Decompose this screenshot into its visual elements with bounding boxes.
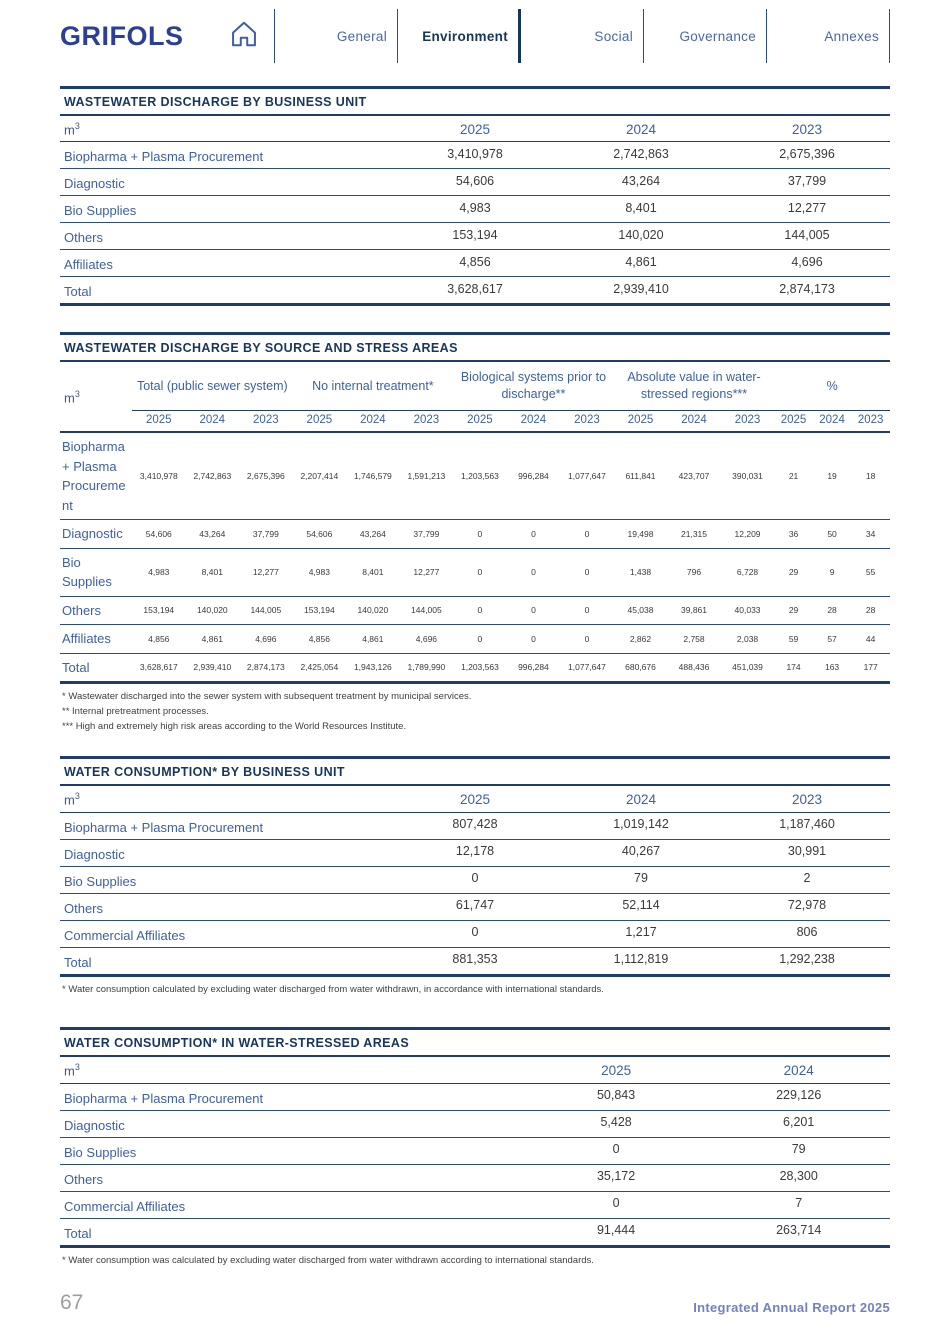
value-cell: 43,264 [359, 528, 386, 539]
value-cell: 12,277 [787, 200, 827, 215]
group-header: % [826, 378, 838, 393]
value-cell: 0 [531, 528, 536, 539]
value-cell: 996,284 [518, 471, 549, 482]
value-cell: 12,277 [252, 567, 279, 578]
divider [889, 9, 890, 63]
year-header: 2024 [346, 411, 400, 433]
year-header: 2025 [774, 411, 813, 433]
footnote: * Water consumption was calculated by excluding water discharged from water withdrawn according to international standards. [62, 1254, 594, 1266]
value-cell: 4,696 [791, 254, 823, 269]
value-cell: 2 [803, 871, 811, 886]
value-cell: 2,742,863 [613, 146, 669, 161]
main-nav [275, 0, 890, 72]
value-cell: 9 [829, 567, 835, 578]
row-label: Biopharma + Plasma Procurement [64, 1090, 264, 1106]
value-cell: 390,031 [732, 471, 763, 482]
value-cell: 28 [865, 605, 876, 616]
report-title: Integrated Annual Report 2025 [693, 1300, 890, 1315]
nav-item-social[interactable] [521, 0, 644, 72]
value-cell: 4,696 [415, 633, 438, 644]
value-cell: 140,020 [618, 227, 664, 242]
year-header: 2023 [721, 411, 775, 433]
nav-item-governance[interactable] [644, 0, 767, 72]
value-cell: 140,020 [357, 605, 389, 616]
group-header-row [60, 362, 890, 410]
table-title: WATER CONSUMPTION* IN WATER-STRESSED AREAS [60, 1027, 890, 1057]
value-cell: 1,019,142 [613, 817, 669, 832]
value-cell: 50 [827, 528, 837, 539]
year-header: 2024 [507, 411, 561, 433]
total-row [60, 1218, 890, 1246]
page-content [0, 86, 950, 1268]
value-cell: 2,675,396 [246, 471, 285, 482]
value-cell: 1,217 [625, 925, 657, 940]
value-cell: 8,401 [362, 567, 384, 578]
year-header: 2024 [813, 411, 852, 433]
row-label: Bio Supplies [62, 554, 112, 590]
value-cell: 43,264 [621, 173, 661, 188]
value-cell: 0 [584, 528, 590, 539]
value-cell: 5,428 [600, 1115, 632, 1130]
value-cell: 4,983 [308, 567, 330, 578]
value-cell: 144,005 [784, 227, 830, 242]
row-label: Total [64, 284, 92, 300]
value-cell: 59 [788, 633, 799, 644]
group-header: Absolute value in water-stressed regions*** [627, 370, 761, 402]
year-header: 2025 [293, 411, 347, 433]
value-cell: 4,696 [255, 633, 277, 644]
value-cell: 52,114 [622, 898, 660, 913]
value-cell: 0 [477, 567, 483, 578]
section-wastewater-by-source-stress [60, 332, 890, 734]
year-header: 2023 [791, 791, 823, 807]
value-cell: 12,178 [455, 844, 495, 859]
year-header: 2024 [186, 411, 240, 433]
value-cell: 2,038 [736, 633, 759, 644]
nav-label: Governance [679, 28, 756, 44]
value-cell: 2,425,054 [300, 662, 339, 673]
value-cell: 1,077,647 [568, 662, 606, 673]
home-button[interactable] [228, 9, 275, 63]
row-label: Others [62, 602, 102, 618]
home-icon [228, 18, 260, 55]
value-cell: 6,728 [736, 567, 759, 578]
footnotes [60, 1254, 890, 1269]
value-cell: 2,874,173 [779, 281, 835, 296]
value-cell: 4,983 [459, 200, 491, 215]
value-cell: 3,628,617 [447, 281, 503, 296]
nav-item-annexes[interactable] [767, 0, 890, 72]
table-row [60, 866, 890, 893]
value-cell: 72,978 [787, 898, 827, 913]
value-cell: 21 [788, 471, 799, 482]
value-cell: 0 [584, 605, 590, 616]
year-header: 2023 [791, 121, 823, 137]
value-cell: 0 [584, 567, 590, 578]
footnotes [60, 983, 890, 998]
value-cell: 4,856 [308, 633, 330, 644]
value-cell: 796 [686, 567, 702, 578]
value-cell: 36 [788, 528, 799, 539]
value-cell: 54,606 [455, 173, 495, 188]
unit-header: $m^3$ [64, 1062, 80, 1079]
table-row [60, 812, 890, 839]
value-cell: 1,187,460 [779, 817, 835, 832]
row-label: Diagnostic [62, 526, 123, 542]
value-cell: 19,498 [627, 528, 654, 539]
footnote: * Water consumption calculated by excluding water discharged from water withdrawn, in accordance with international standards. [62, 983, 604, 995]
row-label: Affiliates [64, 257, 113, 273]
value-cell: 37,799 [413, 528, 440, 539]
year-header: 2023 [560, 411, 614, 433]
value-cell: 2,742,863 [193, 471, 232, 482]
table-row [60, 432, 890, 520]
value-cell: 1,746,579 [353, 471, 392, 482]
value-cell: 40,033 [734, 605, 761, 616]
table-title: WATER CONSUMPTION* BY BUSINESS UNIT [60, 756, 890, 786]
value-cell: 4,856 [148, 633, 170, 644]
value-cell: 2,939,410 [613, 281, 669, 296]
value-cell: 1,292,238 [779, 952, 835, 967]
value-cell: 1,112,819 [613, 952, 669, 967]
total-row [60, 653, 890, 683]
value-cell: 0 [531, 633, 536, 644]
value-cell: 2,862 [629, 633, 652, 644]
value-cell: 37,799 [787, 173, 827, 188]
row-label: Commercial Affiliates [64, 1198, 186, 1214]
year-header: 2025 [132, 411, 186, 433]
nav-item-general[interactable] [275, 0, 398, 72]
row-label: Affiliates [62, 631, 111, 647]
value-cell: 1,077,647 [568, 471, 606, 482]
wastewater-by-business-unit-table [60, 116, 890, 306]
table-row [60, 893, 890, 920]
table-row [60, 1137, 890, 1164]
value-cell: 39,861 [681, 605, 707, 616]
value-cell: 0 [477, 605, 483, 616]
value-cell: 611,841 [625, 471, 656, 482]
value-cell: 0 [477, 528, 483, 539]
value-cell: 34 [865, 528, 876, 539]
total-row [60, 277, 890, 305]
table-row [60, 839, 890, 866]
table-header-row [60, 116, 890, 142]
value-cell: 144,005 [411, 605, 442, 616]
wastewater-source-stress-table [60, 362, 890, 684]
value-cell: 45,038 [627, 605, 654, 616]
table-header-row [60, 1057, 890, 1083]
value-cell: 177 [863, 662, 878, 673]
value-cell: 0 [471, 925, 479, 940]
section-wastewater-by-business-unit [60, 86, 890, 306]
year-header: 2025 [459, 121, 491, 137]
value-cell: 50,843 [596, 1088, 636, 1103]
year-header: 2023 [851, 411, 890, 433]
value-cell: 0 [471, 871, 479, 886]
value-cell: 174 [786, 662, 801, 673]
value-cell: 163 [824, 662, 840, 673]
value-cell: 44 [865, 633, 876, 644]
value-cell: 4,861 [625, 254, 657, 269]
page-footer [0, 1291, 950, 1315]
value-cell: 1,203,563 [461, 662, 499, 673]
row-label: Total [64, 1225, 92, 1241]
value-cell: 0 [531, 567, 536, 578]
value-cell: 3,410,978 [447, 146, 503, 161]
value-cell: 30,991 [787, 844, 827, 859]
row-label: Bio Supplies [64, 1144, 137, 1160]
value-cell: 28 [827, 605, 837, 616]
value-cell: 680,676 [625, 662, 656, 673]
table-header-row [60, 786, 890, 812]
value-cell: 1,943,126 [353, 662, 392, 673]
value-cell: 2,874,173 [246, 662, 285, 673]
value-cell: 1,438 [629, 567, 652, 578]
section-water-consumption-stressed-areas [60, 1027, 890, 1268]
nav-label: Environment [422, 28, 508, 44]
value-cell: 0 [531, 605, 536, 616]
year-header: 2024 [667, 411, 721, 433]
unit-header: $m^3$ [60, 362, 132, 432]
table-row [60, 596, 890, 625]
table-row [60, 1164, 890, 1191]
value-cell: 881,353 [452, 952, 498, 967]
row-label: Diagnostic [64, 176, 125, 192]
value-cell: 4,861 [362, 633, 384, 644]
value-cell: 2,758 [683, 633, 705, 644]
year-header: 2024 [783, 1062, 814, 1078]
table-row [60, 223, 890, 250]
value-cell: 488,436 [678, 662, 710, 673]
value-cell: 451,039 [732, 662, 763, 673]
year-header: 2025 [459, 791, 491, 807]
grifols-logo[interactable]: GRIFOLS [60, 20, 184, 51]
year-header: 2025 [601, 1062, 632, 1078]
year-header: 2023 [400, 411, 454, 433]
table-row [60, 1191, 890, 1218]
row-label: Biopharma + Plasma Procurement [64, 149, 264, 165]
value-cell: 153,194 [143, 605, 175, 616]
value-cell: 61,747 [455, 898, 495, 913]
row-label: Diagnostic [64, 846, 125, 862]
group-header: Biological systems prior to discharge** [460, 370, 607, 402]
value-cell: 4,861 [201, 633, 223, 644]
value-cell: 6,201 [783, 1115, 815, 1130]
nav-label: General [336, 28, 387, 44]
value-cell: 21,315 [681, 528, 707, 539]
value-cell: 807,428 [452, 817, 498, 832]
value-cell: 2,939,410 [193, 662, 232, 673]
value-cell: 29 [788, 567, 799, 578]
year-header: 2024 [625, 791, 657, 807]
year-header: 2025 [614, 411, 668, 433]
table-row [60, 142, 890, 169]
value-cell: 1,591,213 [407, 471, 446, 482]
year-header: 2025 [453, 411, 507, 433]
value-cell: 3,410,978 [139, 471, 178, 482]
value-cell: 2,207,414 [300, 471, 339, 482]
footnote: ** Internal pretreatment processes. [62, 705, 209, 717]
value-cell: 7 [795, 1196, 803, 1211]
unit-header: $m^3$ [64, 791, 80, 808]
value-cell: 12,209 [734, 528, 761, 539]
nav-label: Annexes [824, 28, 879, 44]
row-label: Total [62, 659, 90, 675]
table-row [60, 625, 890, 654]
section-water-consumption-by-business-unit [60, 756, 890, 997]
value-cell: 0 [612, 1196, 620, 1211]
value-cell: 806 [796, 925, 818, 940]
row-label: Others [64, 1171, 104, 1187]
water-consumption-business-unit-table [60, 786, 890, 976]
value-cell: 4,856 [459, 254, 491, 269]
group-header: Total (public sewer system) [136, 378, 288, 393]
table-row [60, 196, 890, 223]
value-cell: 0 [477, 633, 483, 644]
table-row [60, 250, 890, 277]
value-cell: 35,172 [596, 1169, 636, 1184]
table-row [60, 1110, 890, 1137]
table-row [60, 920, 890, 947]
value-cell: 54,606 [306, 528, 333, 539]
row-label: Diagnostic [64, 1117, 125, 1133]
water-consumption-stressed-table [60, 1057, 890, 1247]
value-cell: 91,444 [596, 1223, 636, 1238]
value-cell: 4,983 [148, 567, 170, 578]
page-number: 67 [60, 1291, 84, 1314]
value-cell: 2,675,396 [779, 146, 835, 161]
value-cell: 3,628,617 [139, 662, 178, 673]
value-cell: 12,277 [413, 567, 440, 578]
table-row [60, 520, 890, 549]
table-row [60, 169, 890, 196]
value-cell: 1,203,563 [461, 471, 499, 482]
value-cell: 229,126 [776, 1088, 822, 1103]
value-cell: 423,707 [678, 471, 710, 482]
value-cell: 153,194 [452, 227, 498, 242]
value-cell: 19 [827, 471, 837, 482]
row-label: Commercial Affiliates [64, 927, 186, 943]
value-cell: 0 [612, 1142, 620, 1157]
value-cell: 8,401 [201, 567, 223, 578]
footnote: * Wastewater discharged into the sewer system with subsequent treatment by municipal services. [62, 691, 472, 703]
value-cell: 29 [788, 605, 799, 616]
row-label: Others [64, 900, 104, 916]
row-label: Bio Supplies [64, 203, 137, 219]
value-cell: 1,789,990 [407, 662, 446, 673]
value-cell: 54,606 [145, 528, 172, 539]
table-row [60, 548, 890, 596]
value-cell: 144,005 [250, 605, 282, 616]
nav-item-environment[interactable] [398, 0, 521, 72]
value-cell: 0 [584, 633, 590, 644]
value-cell: 28,300 [779, 1169, 818, 1184]
year-header: 2023 [239, 411, 293, 433]
value-cell: 996,284 [518, 662, 549, 673]
value-cell: 153,194 [303, 605, 335, 616]
row-label: Others [64, 230, 104, 246]
row-label: Biopharma + Plasma Procurement [62, 439, 126, 513]
header [0, 0, 950, 72]
value-cell: 8,401 [625, 200, 657, 215]
footnote: *** High and extremely high risk areas according to the World Resources Institute. [62, 720, 407, 732]
value-cell: 79 [634, 871, 648, 886]
value-cell: 79 [791, 1142, 806, 1157]
value-cell: 18 [865, 471, 876, 482]
value-cell: 40,267 [621, 844, 661, 859]
total-row [60, 947, 890, 975]
value-cell: 37,799 [252, 528, 279, 539]
value-cell: 43,264 [199, 528, 226, 539]
row-label: Total [64, 954, 92, 970]
year-header-row [60, 411, 890, 433]
value-cell: 55 [865, 567, 876, 578]
table-title: WASTEWATER DISCHARGE BY BUSINESS UNIT [60, 86, 890, 116]
unit-header: $m^3$ [64, 121, 80, 138]
value-cell: 57 [827, 633, 837, 644]
value-cell: 263,714 [776, 1223, 822, 1238]
row-label: Biopharma + Plasma Procurement [64, 819, 264, 835]
group-header: No internal treatment* [312, 378, 434, 393]
value-cell: 140,020 [196, 605, 228, 616]
footnotes [60, 690, 890, 734]
row-label: Bio Supplies [64, 873, 137, 889]
table-title: WASTEWATER DISCHARGE BY SOURCE AND STRESS AREAS [60, 332, 890, 362]
nav-label: Social [594, 28, 633, 44]
table-row [60, 1083, 890, 1110]
year-header: 2024 [625, 121, 657, 137]
